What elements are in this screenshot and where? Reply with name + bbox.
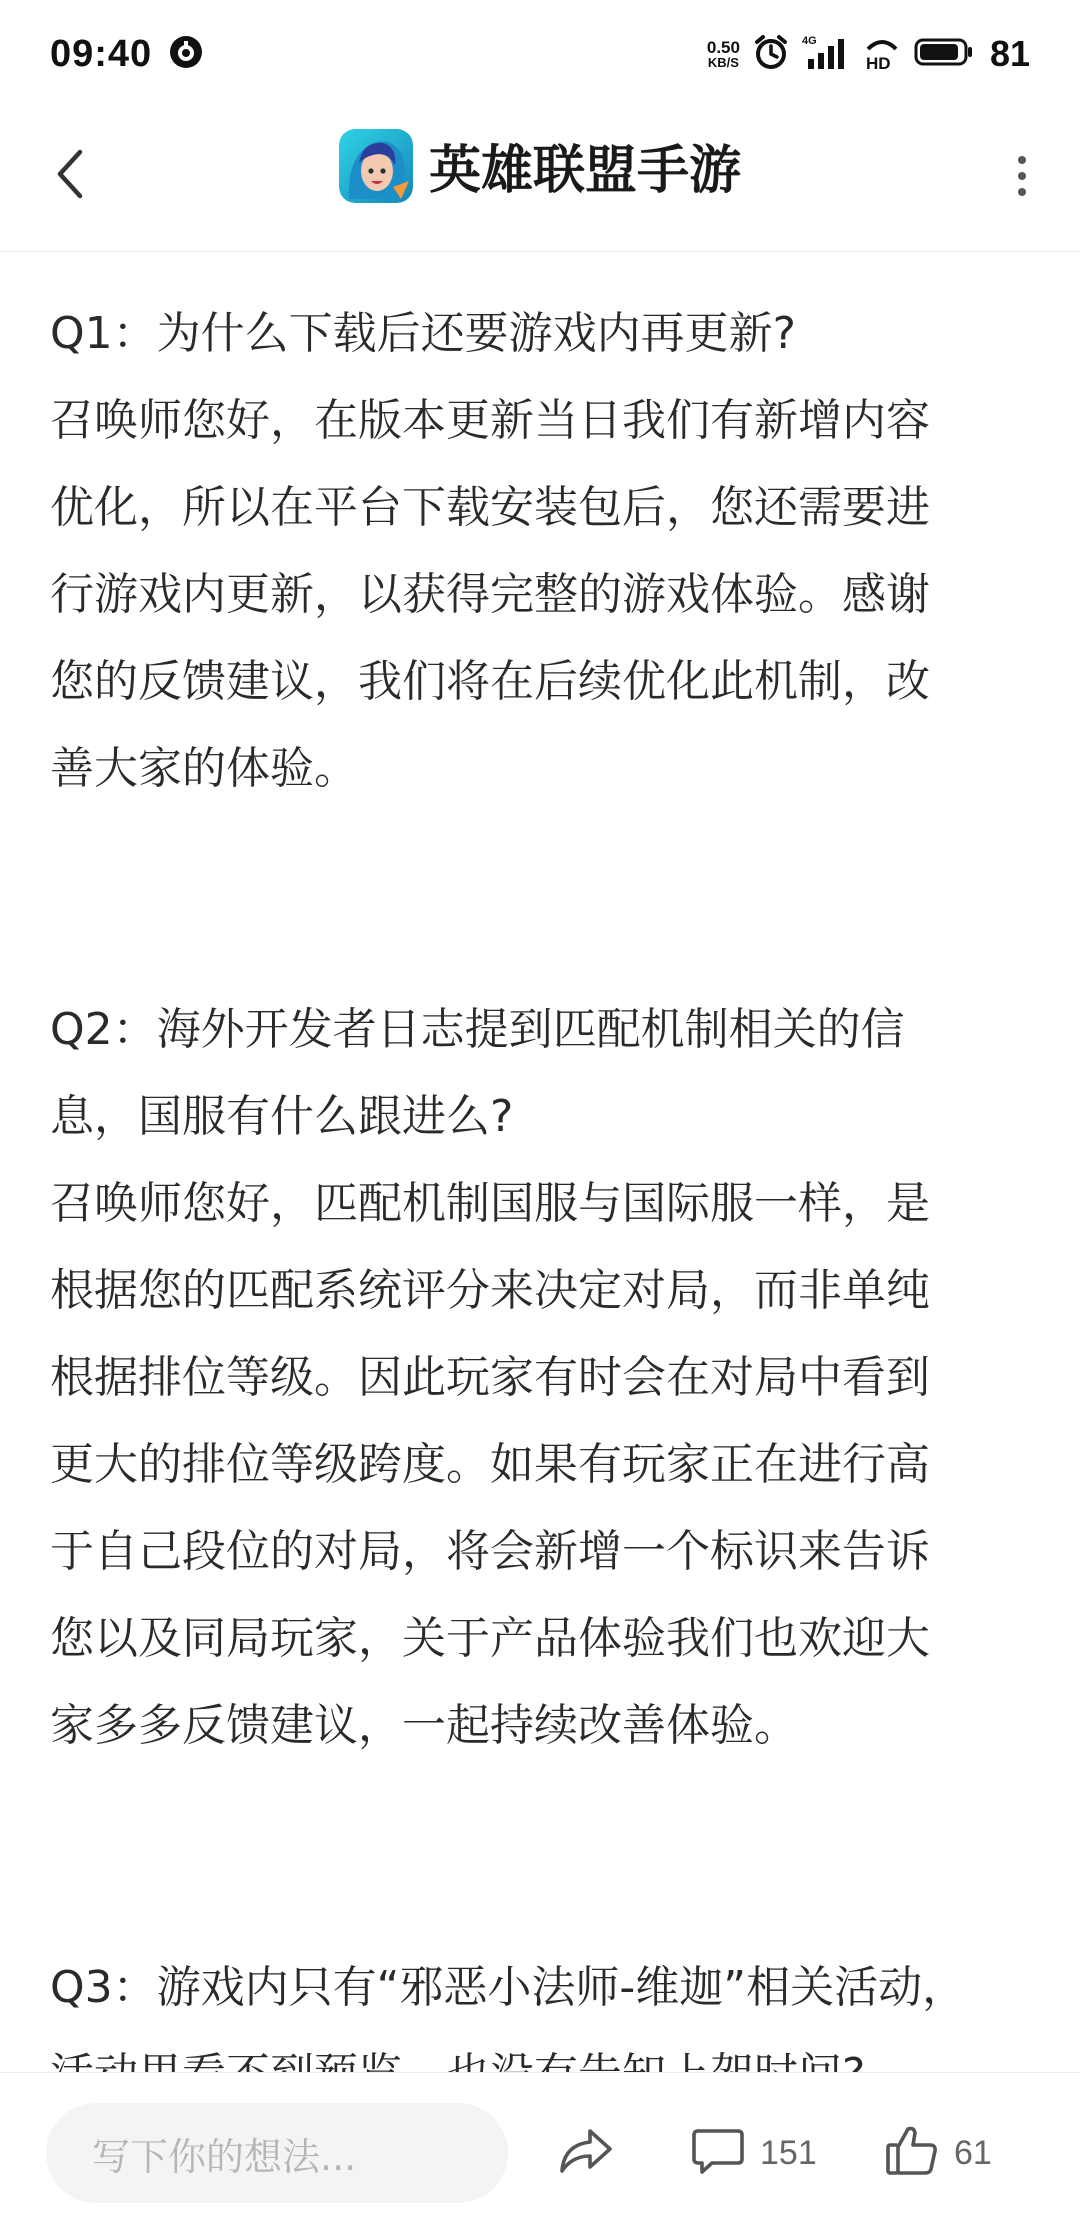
like-button[interactable]: [884, 2109, 992, 2197]
qa-line: 您以及同局玩家，关于产品体验我们也欢迎大: [50, 1613, 930, 1664]
share-button[interactable]: [556, 2109, 616, 2197]
qa-line: 召唤师您好，匹配机制国服与国际服一样，是: [50, 1178, 930, 1229]
more-options-button[interactable]: [1002, 148, 1042, 208]
status-left: [50, 33, 204, 76]
status-time: 09:40: [50, 32, 153, 75]
status-right: [707, 33, 1030, 76]
alarm-icon: [752, 33, 790, 76]
comment-icon: [690, 2123, 746, 2183]
qa-line: 行游戏内更新，以获得完整的游戏体验。感谢: [50, 569, 930, 620]
net-speed-value: 0.50: [706, 38, 740, 57]
qa-line: 家多多反馈建议，一起持续改善体验。: [50, 1700, 798, 1751]
qa-line: 召唤师您好，在版本更新当日我们有新增内容: [50, 395, 930, 446]
article-content: [50, 290, 1030, 2118]
comment-input[interactable]: 写下你的想法...: [46, 2103, 508, 2203]
qa-line: 您的反馈建议，我们将在后续优化此机制，改: [50, 656, 930, 707]
qa-block-q1: [50, 290, 1030, 812]
qa-line: Q3：游戏内只有“邪恶小法师-维迦”相关活动，: [50, 1962, 967, 2013]
page-title: 英雄联盟手游: [428, 141, 741, 201]
qa-line: 于自己段位的对局，将会新增一个标识来告诉: [50, 1526, 930, 1577]
qa-line: 息，国服有什么跟进么?: [50, 1091, 514, 1142]
hd-icon: [862, 33, 902, 76]
net-speed-unit: KB/S: [707, 55, 739, 70]
like-count: 61: [954, 2133, 992, 2172]
qa-line: Q1：为什么下载后还要游戏内再更新?: [50, 308, 796, 359]
more-vertical-icon: [1016, 154, 1028, 202]
app-logo-icon: [339, 129, 413, 203]
comment-button[interactable]: [690, 2109, 817, 2197]
battery-level: 81: [989, 33, 1030, 74]
qa-line: 更大的排位等级跨度。如果有玩家正在进行高: [50, 1439, 930, 1490]
share-icon: [556, 2123, 616, 2183]
signal-4g-icon: [802, 33, 850, 76]
qa-line: 善大家的体验。: [50, 743, 358, 794]
status-bar: [0, 0, 1080, 108]
qa-block-q2: [50, 986, 1030, 1769]
net-speed: [707, 39, 740, 69]
header-title-group: [0, 128, 1080, 203]
app-notification-icon: [168, 34, 204, 75]
comment-count: 151: [760, 2133, 817, 2172]
svg-text:4G: 4G: [801, 34, 817, 47]
bottom-action-bar: [0, 2072, 1080, 2232]
qa-line: Q2：海外开发者日志提到匹配机制相关的信: [50, 1004, 905, 1055]
qa-line: 优化，所以在平台下载安装包后，您还需要进: [50, 482, 930, 533]
qa-line: 根据排位等级。因此玩家有时会在对局中看到: [50, 1352, 930, 1403]
svg-text:HD: HD: [865, 53, 891, 71]
app-header: [0, 108, 1080, 252]
battery-icon: [914, 37, 974, 72]
thumbs-up-icon: [884, 2123, 940, 2183]
qa-line: 根据您的匹配系统评分来决定对局，而非单纯: [50, 1265, 930, 1316]
